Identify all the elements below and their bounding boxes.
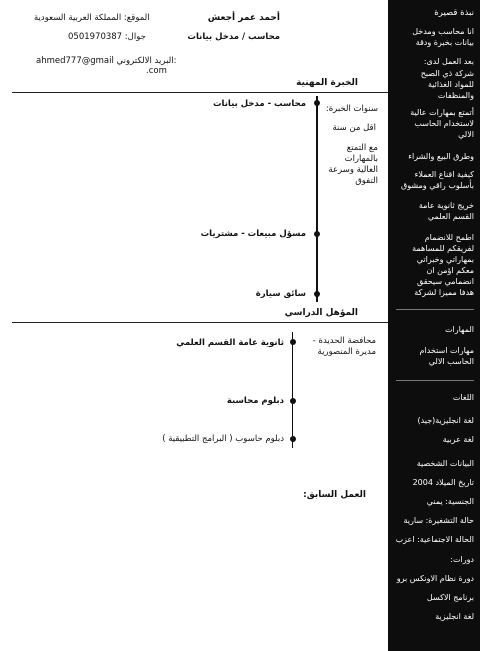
experience-title: الخبرة المهنية: [296, 78, 358, 88]
sidebar-skill-line: الالي: [458, 130, 474, 139]
email-value-continued: .com: [146, 66, 167, 76]
timeline-dot: [290, 339, 296, 345]
sidebar-skill-line: معكم اؤمن ان: [426, 266, 474, 275]
company-line: شركة ذي الصبح: [420, 69, 474, 78]
mobile-label: جوال:: [124, 32, 146, 42]
sidebar-skill-line: اطمح للانضمام: [424, 233, 474, 242]
ability-line-3: العالية وسرعة: [328, 165, 378, 175]
timeline-dot: [290, 398, 296, 404]
sidebar-skill-line: بمهاراتي وخبراتي: [416, 255, 474, 264]
sidebar-skill-line: القسم العلمي: [427, 212, 474, 221]
experience-divider: [12, 92, 388, 93]
job-title: محاسب - مدخل بيانات: [212, 99, 306, 109]
mobile-line: [68, 32, 146, 43]
job-title: مسؤل مبيعات - مشتريات: [200, 229, 306, 239]
education-item: ثانوية عامة القسم العلمي: [176, 338, 284, 348]
edu-location-line-2: مديرة المنصورية: [317, 347, 376, 357]
courses-title: دورات:: [450, 555, 474, 564]
language-item: لغة انجليزية(جيد): [417, 416, 474, 425]
skill-item: الحاسب الالي: [428, 357, 474, 366]
timeline-dot: [314, 291, 320, 297]
mobile-value: 0501970387: [68, 32, 123, 42]
after-work-title: بعد العمل لدى:: [423, 57, 474, 66]
sidebar-skill-line: هدفا مميزا لشركة: [414, 288, 474, 297]
location-line: [34, 13, 150, 24]
sidebar-divider: [396, 309, 474, 310]
nationality: الجنسية: يمني: [426, 497, 474, 506]
sidebar-skill-line: بأسلوب راقي ومشوق: [401, 181, 474, 190]
company-line: للمواد الغذائية: [427, 80, 474, 89]
personal-title: البيانات الشخصية: [416, 459, 474, 468]
email-label: البريد الالكتروني:: [116, 56, 177, 66]
years-value: اقل من سنة: [332, 123, 376, 133]
summary-line: بيانات بخبرة ودقة: [415, 38, 474, 47]
edu-location-line-1: محافضة الحديدة -: [312, 336, 376, 346]
location-label: الموقع:: [123, 13, 150, 23]
summary-title: نبذة قصيرة: [434, 8, 474, 18]
education-divider: [12, 322, 388, 323]
location-value: المملكة العربية السعودية: [34, 13, 122, 23]
skill-item: مهارات استخدام: [419, 346, 474, 355]
course-item: لغة انجليزية: [435, 612, 474, 621]
previous-work-title: العمل السابق:: [303, 490, 366, 500]
ability-line-2: بالمهارات: [344, 154, 378, 164]
timeline-dot: [314, 231, 320, 237]
candidate-title: محاسب / مدخل بيانات: [187, 32, 280, 42]
company-line: والمنظفات: [437, 91, 474, 100]
id-status: حالة التشغيرة: سارية: [403, 516, 474, 525]
sidebar-skill-line: انضمامي سيحقق: [417, 277, 474, 286]
skills-title: المهارات: [444, 325, 474, 334]
languages-title: اللغات: [452, 393, 474, 402]
summary-line: انا محاسب ومدخل: [412, 27, 474, 36]
education-item: دبلوم محاسبة: [226, 396, 284, 406]
sidebar-skill-line: لفريقكم للمساهمة: [412, 244, 474, 253]
timeline-line: [292, 332, 293, 448]
job-title: سائق سيارة: [255, 289, 306, 299]
sidebar-skill-line: وطرق البيع والشراء: [408, 152, 474, 161]
sidebar-skill-line: كيفية اقناع العملاء: [414, 170, 474, 179]
email-value[interactable]: ahmed777@gmail: [36, 56, 114, 66]
language-item: لغة عربية: [442, 435, 474, 444]
timeline-dot: [314, 100, 320, 106]
timeline-dot: [290, 436, 296, 442]
sidebar-divider: [396, 380, 474, 381]
education-item: دبلوم حاسوب ( البرامج التطبيقية ): [162, 434, 284, 444]
education-title: المؤهل الدراسي: [284, 308, 358, 318]
resume-sidebar: [388, 0, 480, 651]
ability-line-4: التفوق: [355, 176, 378, 186]
course-item: دورة نظام الاونكس برو: [396, 574, 474, 583]
timeline-line: [316, 96, 318, 302]
birth-date: تاريخ الميلاد 2004: [412, 478, 474, 487]
ability-line-1: مع التمتع: [346, 143, 378, 153]
marital-status: الحالة الاجتماعية: اعزب: [395, 535, 474, 544]
candidate-name: أحمد عمر أجعش: [207, 13, 280, 23]
course-item: برنامج الاكسل: [426, 593, 474, 602]
sidebar-skill-line: أتمتع بمهارات عالية: [410, 108, 474, 117]
sidebar-skill-line: خريج ثانوية عامة: [418, 201, 474, 210]
sidebar-skill-line: لاستخدام الحاسب: [414, 119, 474, 128]
years-label: سنوات الخبرة:: [325, 104, 378, 114]
